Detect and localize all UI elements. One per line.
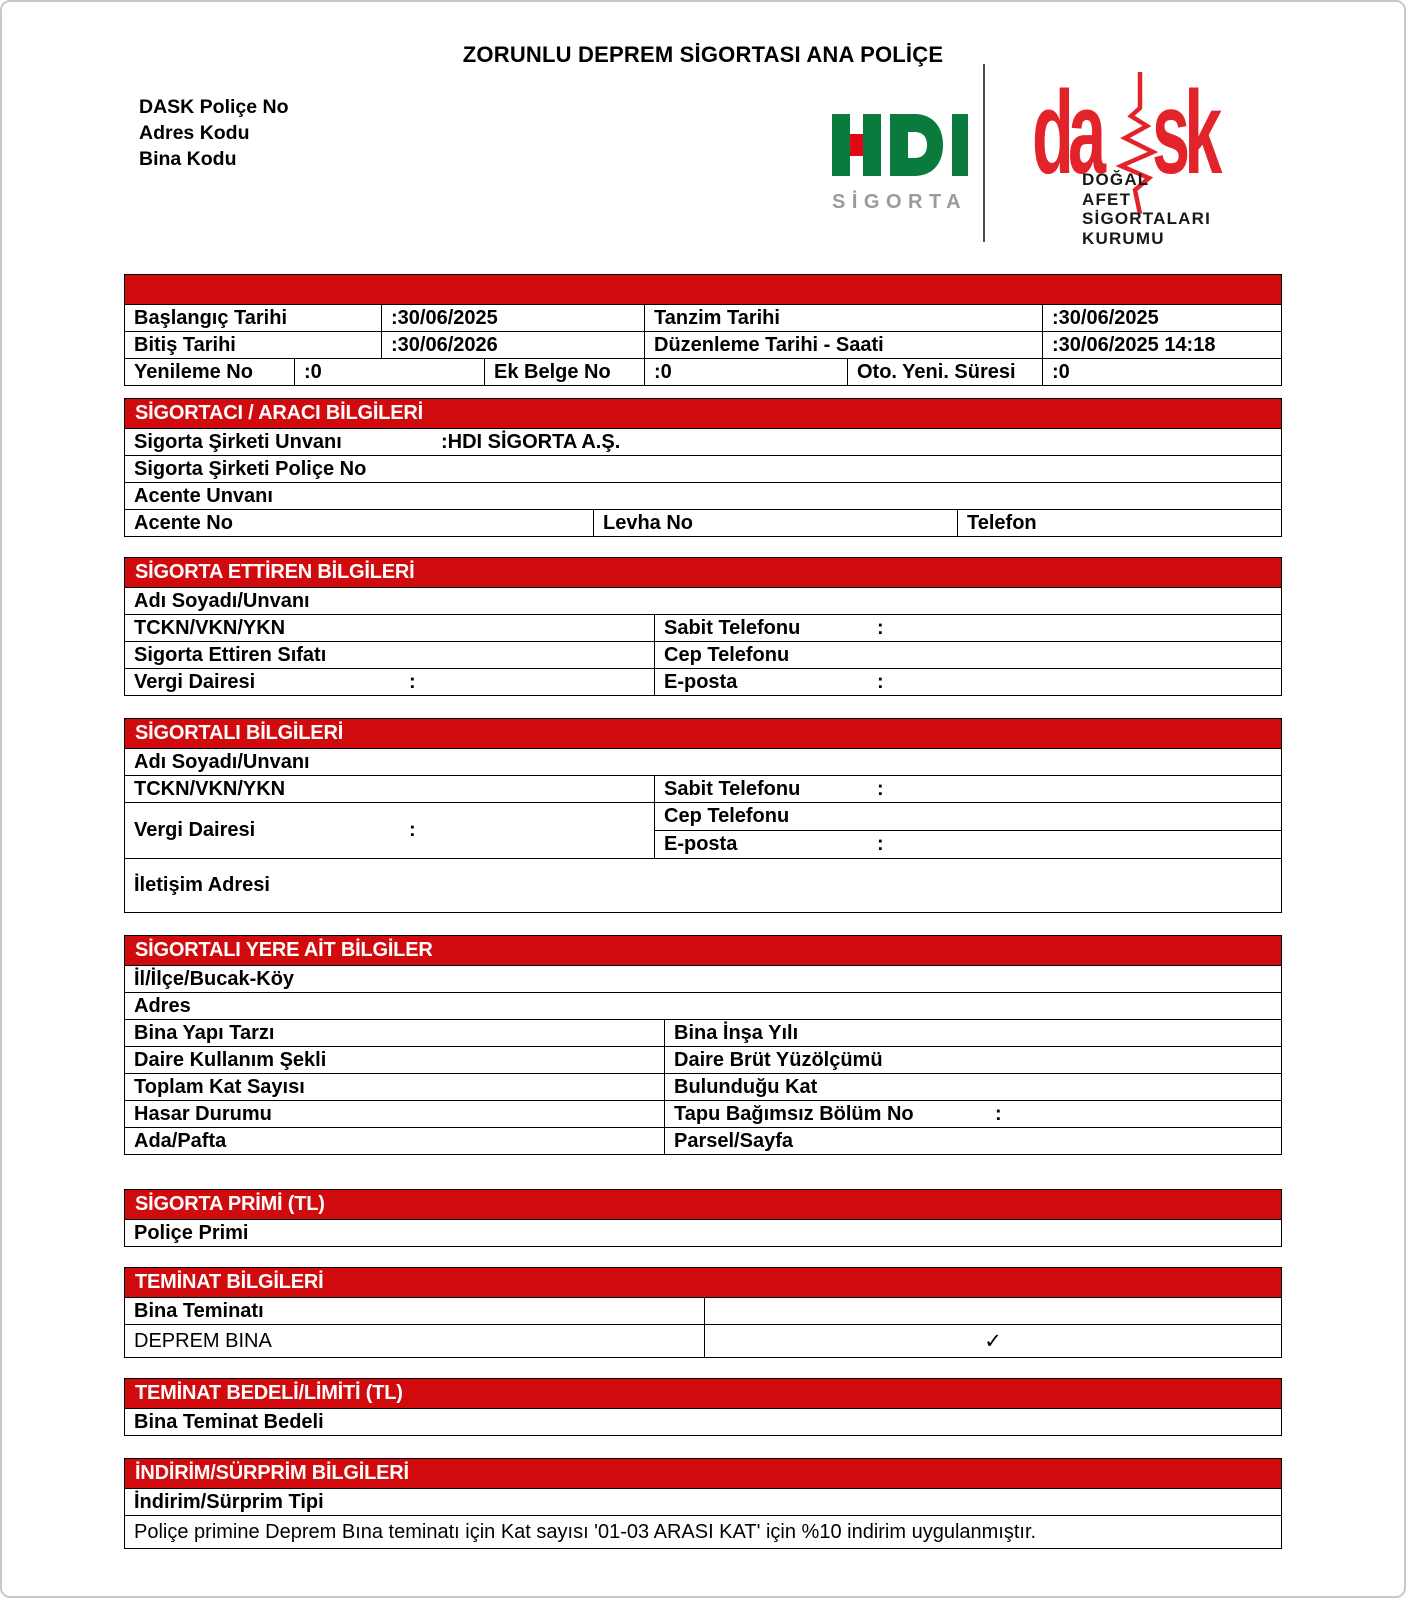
coverage-section	[124, 1267, 1282, 1358]
logo-divider	[983, 64, 985, 242]
eposta-cell	[655, 669, 1281, 695]
insured-section	[124, 718, 1282, 913]
phone-email-column	[655, 803, 1281, 858]
indirim-surprim-tipi-label: İndirim/Sürprim Tipi	[134, 1490, 324, 1513]
policyholder-section	[124, 557, 1282, 696]
table-row	[125, 1100, 1281, 1127]
bitis-tarihi-value: :30/06/2026	[382, 332, 645, 358]
adi-soyadi-unvani-label: Adı Soyadı/Unvanı	[134, 589, 310, 612]
table-row	[125, 992, 1281, 1019]
dask-text-line: KURUMU	[1082, 228, 1165, 248]
sabit-telefonu-cell	[655, 615, 1281, 641]
dask-wordmark-da: da	[1032, 67, 1101, 199]
cep-telefonu-label: Cep Telefonu	[664, 643, 790, 666]
eposta-label: E-posta	[664, 833, 738, 855]
oto-yeni-suresi-label: Oto. Yeni. Süresi	[848, 359, 1043, 385]
tanzim-tarihi-label: Tanzim Tarihi	[645, 305, 1043, 331]
dask-logo-text	[1082, 170, 1211, 248]
colon: :	[877, 670, 884, 693]
bitis-tarihi-label: Bitiş Tarihi	[125, 332, 382, 358]
colon: :	[877, 777, 884, 800]
bina-yapi-tarzi-label: Bina Yapı Tarzı	[125, 1020, 665, 1046]
table-row	[125, 428, 1281, 455]
tapu-bagimsiz-bolum-cell	[665, 1101, 1281, 1127]
table-row	[125, 509, 1281, 536]
table-row	[125, 1488, 1281, 1515]
sabit-telefonu-cell	[655, 776, 1281, 802]
adres-label: Adres	[134, 994, 191, 1017]
iletisim-adresi-label: İletişim Adresi	[134, 874, 270, 896]
tckn-label: TCKN/VKN/YKN	[125, 615, 655, 641]
table-row	[125, 1019, 1281, 1046]
table-row	[125, 1127, 1281, 1154]
table-row	[125, 668, 1281, 695]
colon: :	[995, 1102, 1002, 1125]
table-row	[125, 587, 1281, 614]
sigorta-ettiren-sifati-label: Sigorta Ettiren Sıfatı	[125, 642, 655, 668]
dask-logo	[1024, 66, 1264, 256]
deprem-bina-label: DEPREM BINA	[125, 1325, 705, 1357]
police-primi-label: Poliçe Primi	[134, 1221, 249, 1244]
baslangic-tarihi-value: :30/06/2025	[382, 305, 645, 331]
coverage-section-title: TEMİNAT BİLGİLERİ	[125, 1268, 1281, 1297]
premium-section-title: SİGORTA PRİMİ (TL)	[125, 1190, 1281, 1219]
table-row	[125, 1219, 1281, 1246]
coverage-amount-section	[124, 1378, 1282, 1436]
table-row	[125, 858, 1281, 912]
colon: :	[877, 616, 884, 639]
table-row	[125, 641, 1281, 668]
toplam-kat-sayisi-label: Toplam Kat Sayısı	[125, 1074, 665, 1100]
bina-teminati-value-cell	[705, 1298, 1281, 1324]
discount-section-title: İNDİRİM/SÜRPRİM BİLGİLERİ	[125, 1459, 1281, 1488]
cep-telefonu-label: Cep Telefonu	[664, 805, 790, 827]
dask-policy-no-label: DASK Poliçe No	[139, 96, 289, 118]
il-ilce-bucak-koy-label: İl/İlçe/Bucak-Köy	[134, 967, 295, 990]
parsel-sayfa-label: Parsel/Sayfa	[674, 1129, 793, 1152]
bina-insa-yili-label: Bina İnşa Yılı	[674, 1021, 799, 1044]
policyholder-section-title: SİGORTA ETTİREN BİLGİLERİ	[125, 558, 1281, 587]
insurer-section-title: SİGORTACI / ARACI BİLGİLERİ	[125, 399, 1281, 428]
yenileme-no-value: :0	[295, 359, 485, 385]
hdi-sigorta-logo	[832, 114, 982, 214]
sigorta-sirketi-unvani-value: :HDI SİGORTA A.Ş.	[441, 430, 621, 453]
table-row	[125, 614, 1281, 641]
insured-section-title: SİGORTALI BİLGİLERİ	[125, 719, 1281, 748]
document-body	[124, 274, 1282, 1549]
table-row	[125, 802, 1281, 858]
duzenleme-tarihi-label: Düzenleme Tarihi - Saati	[645, 332, 1043, 358]
colon: :	[409, 819, 416, 841]
dates-table	[124, 274, 1282, 386]
acente-unvani-label: Acente Unvanı	[134, 484, 273, 507]
table-row	[125, 331, 1281, 358]
table-row	[125, 1073, 1281, 1100]
dates-table-header-bar	[125, 275, 1281, 304]
indirim-mesaji-text: Poliçe primine Deprem Bına teminatı için Kat sayısı '01-03 ARASI KAT' için %10 indirim uygulanmıştır.	[134, 1520, 1037, 1543]
vergi-dairesi-cell	[125, 803, 655, 858]
insured-place-section-title: SİGORTALI YERE AİT BİLGİLER	[125, 936, 1281, 965]
acente-no-label: Acente No	[125, 510, 594, 536]
ek-belge-no-value: :0	[645, 359, 848, 385]
yenileme-no-label: Yenileme No	[125, 359, 295, 385]
discount-section	[124, 1458, 1282, 1549]
baslangic-tarihi-label: Başlangıç Tarihi	[125, 305, 382, 331]
reference-labels	[139, 94, 289, 172]
table-row	[125, 1515, 1281, 1548]
table-row	[125, 455, 1281, 482]
dask-text-line: AFET	[1082, 189, 1132, 209]
bina-teminat-bedeli-label: Bina Teminat Bedeli	[134, 1410, 324, 1433]
table-row	[125, 304, 1281, 331]
sigorta-sirketi-unvani-cell	[125, 429, 1281, 455]
tanzim-tarihi-value: :30/06/2025	[1052, 306, 1159, 329]
vergi-dairesi-label: Vergi Dairesi	[134, 819, 256, 841]
tapu-bagimsiz-bolum-label: Tapu Bağımsız Bölüm No	[674, 1102, 914, 1125]
duzenleme-tarihi-value: :30/06/2025 14:18	[1052, 333, 1216, 356]
oto-yeni-suresi-value: :0	[1052, 360, 1070, 383]
table-row	[125, 1324, 1281, 1357]
sigorta-sirketi-unvani-label: Sigorta Şirketi Unvanı	[134, 430, 342, 453]
table-row	[125, 1408, 1281, 1435]
daire-brut-yuzolcumu-label: Daire Brüt Yüzölçümü	[674, 1048, 883, 1071]
table-row	[125, 965, 1281, 992]
hdi-logo-subtext: SİGORTA	[832, 191, 968, 213]
ek-belge-no-label: Ek Belge No	[485, 359, 645, 385]
table-row	[125, 775, 1281, 802]
table-row	[125, 1046, 1281, 1073]
vergi-dairesi-label: Vergi Dairesi	[134, 670, 256, 693]
telefon-label: Telefon	[967, 511, 1037, 534]
dask-text-line: SİGORTALARI	[1082, 209, 1212, 228]
hasar-durumu-label: Hasar Durumu	[125, 1101, 665, 1127]
vergi-dairesi-cell	[125, 669, 655, 695]
daire-kullanim-sekli-label: Daire Kullanım Şekli	[125, 1047, 665, 1073]
sabit-telefonu-label: Sabit Telefonu	[664, 616, 801, 639]
ada-pafta-label: Ada/Pafta	[125, 1128, 665, 1154]
checkmark-icon: ✓	[984, 1329, 1002, 1353]
bina-teminati-label: Bina Teminatı	[125, 1298, 705, 1324]
table-row	[125, 1297, 1281, 1324]
insured-place-section	[124, 935, 1282, 1155]
dask-wordmark-sk: sk	[1152, 67, 1217, 199]
tckn-label: TCKN/VKN/YKN	[125, 776, 655, 802]
address-code-label: Adres Kodu	[139, 122, 250, 144]
page-title: ZORUNLU DEPREM SİGORTASI ANA POLİÇE	[462, 42, 944, 67]
dask-text-line: DOĞAL	[1082, 170, 1150, 189]
eposta-cell	[655, 830, 1281, 858]
sigorta-sirketi-police-no-label: Sigorta Şirketi Poliçe No	[134, 457, 367, 480]
adi-soyadi-unvani-label: Adı Soyadı/Unvanı	[134, 750, 310, 773]
hdi-logo-icon	[832, 114, 968, 176]
levha-no-label: Levha No	[594, 510, 958, 536]
colon: :	[409, 670, 416, 693]
bulundugu-kat-label: Bulunduğu Kat	[674, 1075, 818, 1098]
eposta-label: E-posta	[664, 670, 738, 693]
colon: :	[877, 833, 884, 855]
sabit-telefonu-label: Sabit Telefonu	[664, 777, 801, 800]
building-code-label: Bina Kodu	[139, 148, 237, 170]
table-row	[125, 482, 1281, 509]
premium-section	[124, 1189, 1282, 1247]
insurer-section	[124, 398, 1282, 537]
table-row	[125, 748, 1281, 775]
coverage-amount-section-title: TEMİNAT BEDELİ/LİMİTİ (TL)	[125, 1379, 1281, 1408]
table-row	[125, 358, 1281, 385]
